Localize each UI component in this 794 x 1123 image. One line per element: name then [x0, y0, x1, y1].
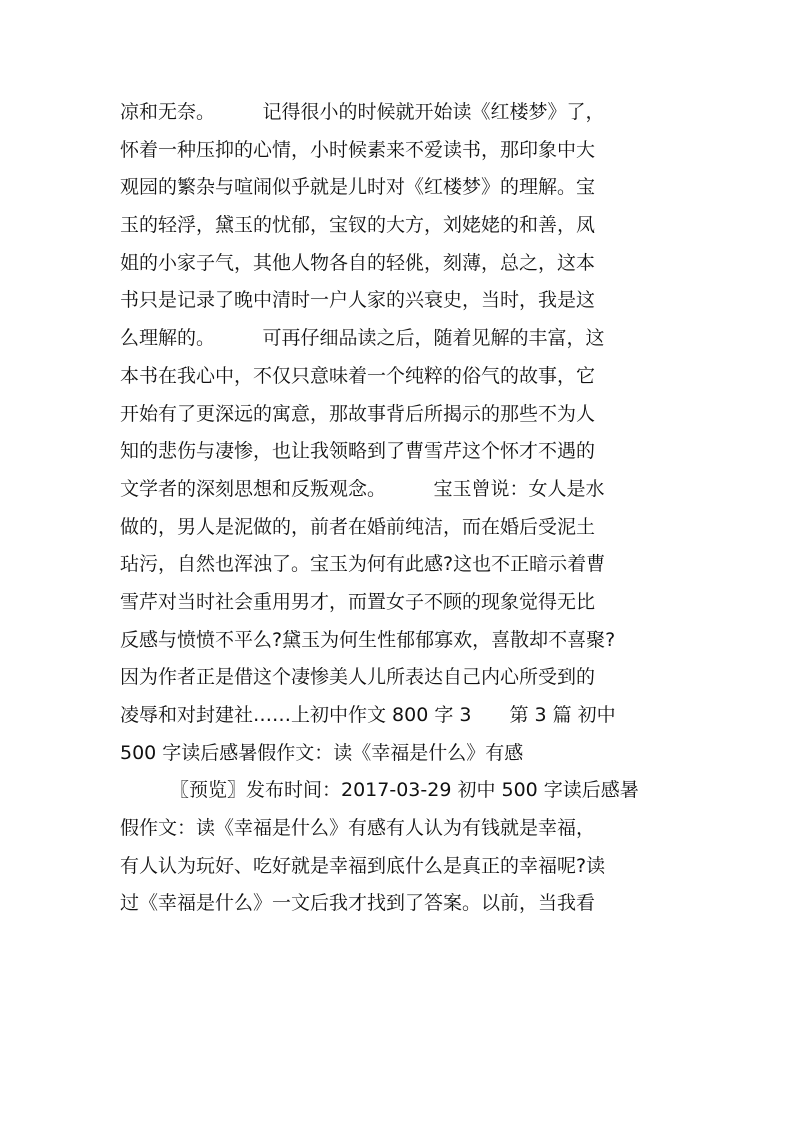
text-line: 假作文：读《幸福是什么》有感有人认为有钱就是幸福， [120, 817, 596, 840]
text-line: 本书在我心中，不仅只意味着一个纯粹的俗气的故事，它 [120, 364, 596, 387]
text-line: 做的，男人是泥做的，前者在婚前纯洁，而在婚后受泥土 [120, 515, 596, 538]
text-line: 开始有了更深远的寓意，那故事背后所揭示的那些不为人 [120, 402, 596, 425]
text-line: 凌辱和对封建社……上初中作文 800 字 3 第 3 篇 初中 [120, 704, 616, 726]
text-line: 有人认为玩好、吃好就是幸福到底什么是真正的幸福呢?读 [120, 854, 606, 877]
text-line: 过《幸福是什么》一文后我才找到了答案。以前，当我看 [120, 892, 596, 915]
text-line: 玉的轻浮，黛玉的忧郁，宝钗的大方，刘姥姥的和善，凤 [120, 214, 596, 237]
body-text [120, 94, 680, 923]
text-line: 500 字读后感暑假作文：读《幸福是什么》有感 [120, 741, 524, 764]
text-line: 玷污，自然也浑浊了。宝玉为何有此感?这也不正暗示着曹 [120, 553, 606, 576]
text-line: 观园的繁杂与喧闹似乎就是儿时对《红楼梦》的理解。宝 [120, 176, 596, 199]
preview-line: 〖预览〗发布时间：2017-03-29 初中 500 字读后感暑 [170, 779, 639, 802]
text-line: 书只是记录了晚中清时一户人家的兴衰史，当时，我是这 [120, 289, 596, 312]
text-line: 雪芹对当时社会重用男才，而置女子不顾的现象觉得无比 [120, 590, 596, 613]
text-line: 么理解的。 可再仔细品读之后，随着见解的丰富，这 [120, 327, 605, 350]
text-line: 反感与愤愤不平么?黛玉为何生性郁郁寡欢，喜散却不喜聚? [120, 628, 616, 651]
text-line: 文学者的深刻思想和反叛观念。 宝玉曾说：女人是水 [120, 477, 605, 500]
text-line: 因为作者正是借这个凄惨美人儿所表达自己内心所受到的 [120, 666, 596, 689]
text-line: 怀着一种压抑的心情，小时候素来不爱读书，那印象中大 [120, 138, 596, 161]
text-line: 凉和无奈。 记得很小的时候就开始读《红楼梦》了， [120, 101, 605, 123]
text-line: 知的悲伤与凄惨，也让我领略到了曹雪芹这个怀才不遇的 [120, 440, 596, 463]
text-line: 姐的小家子气，其他人物各自的轻佻，刻薄，总之，这本 [120, 251, 596, 274]
